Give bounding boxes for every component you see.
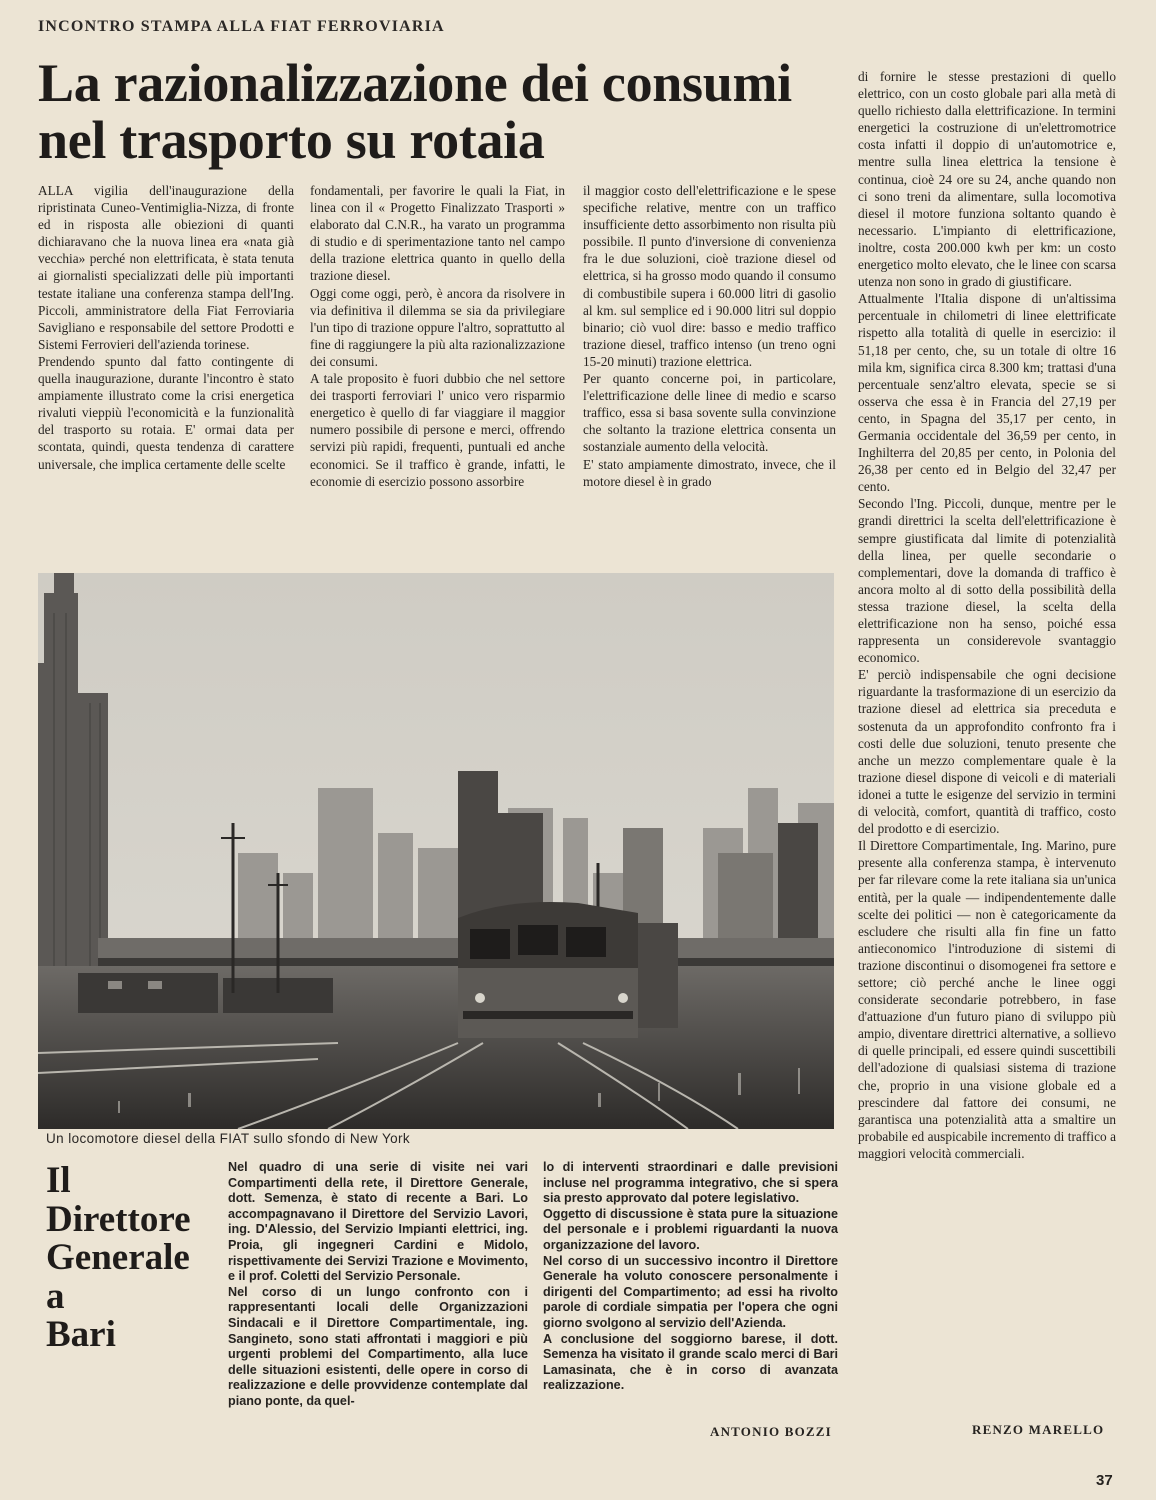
paragraph: Per quanto concerne poi, in particolare, l'elettrificazione delle linee di medio e scarso traffico, essa si basa sovente sulla convinzione che soltanto la trazione elettrica consenta un sostanziale aumento della velocità. xyxy=(583,371,836,455)
paragraph: Prendendo spunto dal fatto contingente di quella inaugurazione, durante l'incontro è stato ampiamente illustrato come la crisi energetica rivaluti vieppiù l'economicità e la funzionalità del trasporto su rotaia. E' ormai data per scontata, quindi, questa tendenza di carattere universale, che implica certamente delle scelte xyxy=(38,353,294,472)
paragraph: E' perciò indispensabile che ogni decisione riguardante la trasformazione di un esercizio da trazione diesel ad elettrica sia preceduta e sostenuta da un approfondito confronto fra i costi delle due soluzioni, tenuto presente che anche un mezzo complementare quale è la trazione diesel dispone di veicoli e di materiali idonei a tutte le esigenze del servizio in termini di velocità, comfort, quantità di traffico, costo del prodotto e di esercizio. xyxy=(858,667,1116,837)
second-article-column-2 xyxy=(543,1160,838,1394)
author-byline-marello: RENZO MARELLO xyxy=(972,1422,1105,1437)
train-skyline-photo xyxy=(38,573,834,1129)
author-byline-bozzi: ANTONIO BOZZI xyxy=(710,1424,832,1439)
paragraph: Attualmente l'Italia dispone di un'altissima percentuale in chilometri di linee elettrificate rispetto alla totalità di quelle in esercizio: il 51,18 per cento, che, su un totale di oltre 16 mila km, significa circa 8.300 km; trattasi d'una percentuale senz'altro elevata, specie se si osserva che essa è in Francia del 27,19 per cento, in Spagna del 35,17 per cento, in Germania occidentale del 36,59 per cento, in Inghilterra del 20,85 per cento, in Polonia del 26,38 per cento ed in Belgio del 32,47 per cento. xyxy=(858,291,1116,495)
paragraph: Il Direttore Compartimentale, Ing. Marino, pure presente alla conferenza stampa, è intervenuto per far rilevare come la rete italiana sia un'unica entità, per la quale — indipendentemente dalle scelte dei politici — non è categoricamente da escludere che risulti alla fin fine un fatto antieconomico l'introduzione di sistemi di trazione discontinui o disomogenei fra settore e settore; ciò perché anche le linee oggi considerate secondarie potrebbero, in fase d'attuazione d'un futuro piano di sviluppo più ampio, diventare direttrici alternative, a sollievo di quelle principali, ed essere quindi suscettibili dell'adozione di qualsiasi sistema di trazione che, proprio in una visione globale ed a prescindere dal fattore dei consumi, ne garantisca una potenzialità atta a smaltire un probabile ed auspicabile incremento di traffico a maggiori velocità commerciali. xyxy=(858,838,1116,1161)
title-line: Il xyxy=(46,1160,71,1201)
paragraph: A tale proposito è fuori dubbio che nel settore dei trasporti ferroviari l' unico vero risparmio energetico è quello di far viaggiare il maggior numero possibile di persone e merci, offrendo servizi più rapidi, frequenti, puntuali ed anche economici. Se il traffico è grande, infatti, le economie di esercizio possono assorbire xyxy=(310,371,565,489)
title-line: Generale xyxy=(46,1237,190,1278)
paragraph: ALLA vigilia dell'inaugurazione della ripristinata Cuneo-Ventimiglia-Nizza, di fronte ed in risposta alle obiezioni di quanti dichiaravano che la nuova linea era «nata già vecchia» perché non elettrificata, è stata tenuta ai giornalisti specializzati delle più importanti testate italiane una conferenza stampa dell'Ing. Piccoli, amministratore della Fiat Ferroviaria Savigliano e responsabile del settore Prodotti e Sistemi Ferrovieri dell'azienda torinese. xyxy=(38,183,294,352)
paragraph: Nel corso di un lungo confronto con i rappresentanti locali delle Organizzazioni Sindacali e il Direttore Compartimentale, ing. Sangineto, sono stati affrontati i maggiori e più urgenti problemi del Compartimento, alla luce delle situazioni esistenti, delle opere in corso di realizzazione e delle provvidenze contemplate dal piano ponte, da quel- xyxy=(228,1284,528,1408)
section-kicker: INCONTRO STAMPA ALLA FIAT FERROVIARIA xyxy=(38,18,445,35)
paragraph: Oggi come oggi, però, è ancora da risolvere in via definitiva il dilemma se sia da privilegiare l'un tipo di trazione oppure l'altro, soprattutto al fine di raggiungere la più alta razionalizzazione dei consumi. xyxy=(310,285,565,369)
page-number: 37 xyxy=(1096,1472,1113,1489)
paragraph: E' stato ampiamente dimostrato, invece, che il motore diesel è in grado xyxy=(583,456,836,489)
title-line: Direttore xyxy=(46,1198,191,1240)
paragraph: Nel corso di un successivo incontro il Direttore Generale ha voluto conoscere personalmente i dirigenti del Compartimento; ad essi ha rivolto parole di cordiale simpatia per l'opera che ogni giorno svolgono al servizio dell'Azienda. xyxy=(543,1253,838,1330)
paragraph: Secondo l'Ing. Piccoli, dunque, mentre per le grandi direttrici la scelta dell'elettrificazione è sempre giustificata dal limite di potenzialità della linea, per quelle secondarie o complementari, dove la domanda di traffico è ancora molto al di sotto della possibilità della stessa trazione diesel, la scelta della elettrificazione non ha senso, poiché essa rappresenta un considerevole svantaggio economico. xyxy=(858,496,1116,666)
paragraph: di fornire le stesse prestazioni di quello elettrico, con un costo globale pari alla metà di quello richiesto dalla elettrificazione. In termini energetici la costruzione di un'elettromotrice costa infatti il doppio di un'automotrice e, mentre sulla linea elettrica la tensione è continua, cioè 24 ore su 24, anche quando non ci sono treni da alimentare, sulla locomotiva diesel il motore funziona soltanto quando è necessario. L'impianto di elettrificazione, inoltre, costa 200.000 kwh per km: un costo energetico molto elevato, che le linee con scarsa utenza non sono in grado di giustificare. xyxy=(858,69,1116,290)
title-line: Bari xyxy=(46,1314,116,1355)
title-line: a xyxy=(46,1275,65,1317)
second-article-column-1 xyxy=(228,1160,528,1410)
article-column-3 xyxy=(583,182,836,490)
paragraph: A conclusione del soggiorno barese, il dott. Semenza ha visitato il grande scalo merci di Bari Lamasinata, che è in corso di avanzata realizzazione. xyxy=(543,1331,838,1393)
paragraph: Oggetto di discussione è stata pure la situazione del personale e i problemi riguardanti la nuova organizzazione del lavoro. xyxy=(543,1206,838,1252)
article-column-2 xyxy=(310,182,565,490)
paragraph: fondamentali, per favorire le quali la Fiat, in linea con il « Progetto Finalizzato Trasporti » elaborato dal C.N.R., ha varato un programma di studio e di sperimentazione tanto nel campo della trazione elettrica quanto in quello della trazione diesel. xyxy=(310,183,565,284)
second-article-title xyxy=(46,1162,216,1355)
paragraph: lo di interventi straordinari e dalle previsioni incluse nel programma integrativo, che si spera sia presto approvato dal potere legislativo. xyxy=(543,1160,838,1206)
paragraph: Nel quadro di una serie di visite nei vari Compartimenti della rete, il Direttore Generale, dott. Semenza, è stato di recente a Bari. Lo accompagnavano il Direttore del Servizio Lavori, ing. D'Alessio, del Servizio Impianti elettrici, ing. Proia, gli ingegneri Cardini e Midolo, rispettivamente dei Servizi Trazione e Movimento, e il prof. Coletti del Servizio Personale. xyxy=(228,1160,528,1284)
paragraph: il maggior costo dell'elettrificazione e le spese specifiche relative, mentre con un traffico insufficiente detto assorbimento non risulta più possibile. Il punto d'inversione di convenienza fra le due soluzioni, cioè trazione diesel od elettrica, si ha grosso modo quando il consumo di combustibile supera i 60.000 litri di gasolio al km. sul semplice ed i 90.000 litri sul doppio binario; ciò vuol dire: basso e medio traffico trazione diesel, traffico intenso (un treno ogni 15-20 minuti) trazione elettrica. xyxy=(583,183,836,369)
photo-illustration xyxy=(38,573,834,1129)
article-column-4 xyxy=(858,68,1116,1162)
article-column-1 xyxy=(38,182,294,473)
headline: La razionalizzazione dei consumi nel trasporto su rotaia xyxy=(38,53,792,170)
photo-caption: Un locomotore diesel della FIAT sullo sfondo di New York xyxy=(46,1131,411,1146)
